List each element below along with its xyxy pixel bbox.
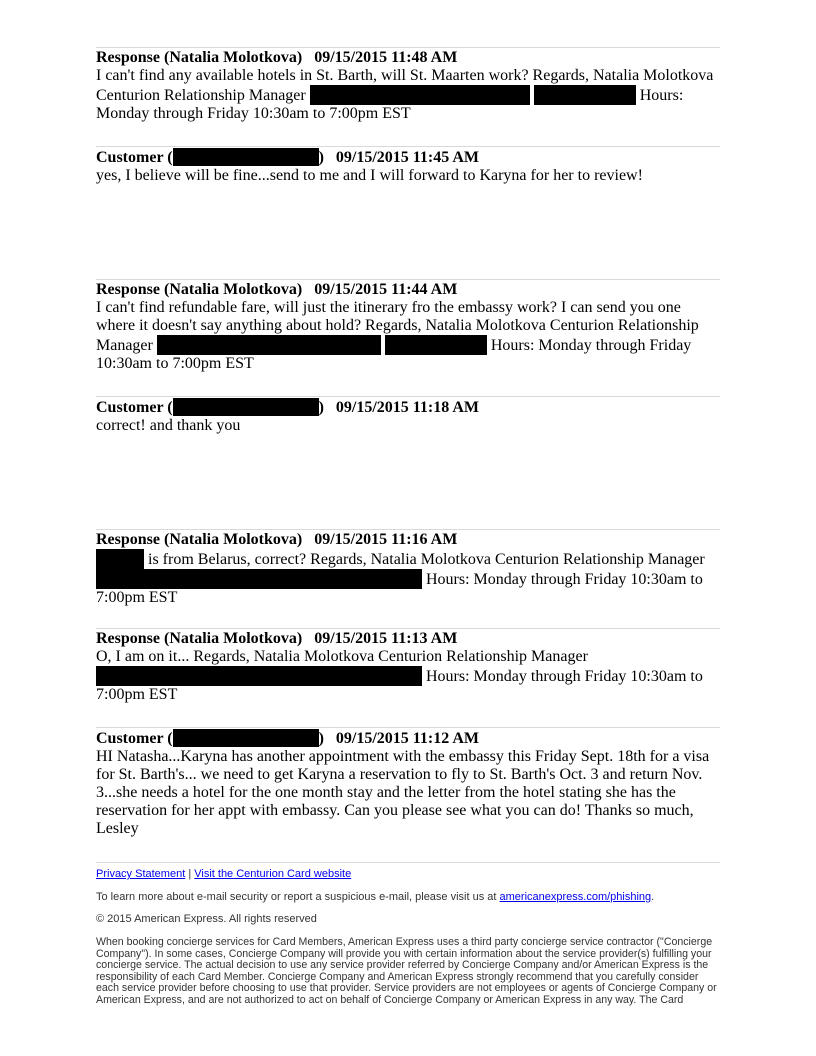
message-timestamp: 09/15/2015 11:16 AM	[314, 531, 458, 548]
message-header: Response (Natalia Molotkova) 09/15/2015 11:16 AM	[96, 531, 458, 548]
redaction-block	[534, 85, 636, 105]
message-body: is from Belarus, correct? Regards, Natalia Molotkova Centurion Relationship Manager Hours: Monday through Friday 10:30am to 7:00pm EST	[96, 551, 705, 606]
message-block	[96, 396, 720, 435]
message-block	[96, 146, 720, 185]
redaction-block	[318, 666, 422, 686]
redaction-block	[310, 85, 530, 105]
legal-disclaimer: When booking concierge services for Card Members, American Express uses a third party concierge service contractor ("Concierge Company"). In some cases, Concierge Company will provide you with certain information about the service provider(s) fulfilling your concierge service. The actual decision to use any service provider referred by Concierge Company and/or American Express is the responsibility of each Card Member. Concierge Company and American Express strongly recommend that you carefully consider each service provider before choosing to use that provider. Service providers are not employees or agents of Concierge Company or American Express, and are not authorized to act on behalf of Concierge Company or American Express in any way. The Card	[96, 936, 717, 1006]
message-timestamp: 09/15/2015 11:44 AM	[314, 281, 458, 298]
message-header: Customer ( ) 09/15/2015 11:45 AM	[96, 149, 480, 166]
redaction-block	[173, 398, 319, 416]
message-body: correct! and thank you	[96, 417, 241, 434]
footer-links: Privacy Statement | Visit the Centurion Card website	[96, 868, 352, 880]
copyright-text: © 2015 American Express. All rights reserved	[96, 913, 317, 925]
message-header: Response (Natalia Molotkova) 09/15/2015 11:48 AM	[96, 49, 458, 66]
redaction-block	[157, 335, 381, 355]
message-header: Customer ( ) 09/15/2015 11:18 AM	[96, 399, 480, 416]
message-block	[96, 47, 720, 123]
redaction-block	[173, 729, 319, 747]
redaction-block	[318, 569, 422, 589]
message-header: Customer ( ) 09/15/2015 11:12 AM	[96, 730, 480, 747]
centurion-website-link[interactable]: Visit the Centurion Card website	[194, 868, 352, 880]
message-timestamp: 09/15/2015 11:48 AM	[314, 49, 458, 66]
message-body: yes, I believe will be fine...send to me and I will forward to Karyna for her to review!	[96, 167, 643, 184]
message-timestamp: 09/15/2015 11:18 AM	[335, 399, 480, 416]
message-timestamp: 09/15/2015 11:12 AM	[335, 730, 480, 747]
redaction-block	[96, 666, 318, 686]
message-body: HI Natasha...Karyna has another appointment with the embassy this Friday Sept. 18th for a visa for St. Barth's... we need to get Karyna a reservation to fly to St. Barth's Oct. 3 and return Nov. 3...she needs a hotel for the one month stay and the letter from the hotel stating she has the reservation for her appt with embassy. Can you please see what you can do! Thanks so much, Lesley	[96, 748, 710, 837]
email-footer	[96, 862, 720, 1006]
message-timestamp: 09/15/2015 11:13 AM	[314, 630, 458, 647]
message-body: I can't find any available hotels in St. Barth, will St. Maarten work? Regards, Natalia Molotkova Centurion Relationship Manager Hours: Monday through Friday 10:30am to 7:00pm EST	[96, 67, 714, 122]
message-block	[96, 628, 720, 704]
message-block	[96, 727, 720, 838]
security-notice: To learn more about e-mail security or report a suspicious e-mail, please visit us at americanexpress.com/phishing.	[96, 891, 655, 903]
message-body: I can't find refundable fare, will just the itinerary fro the embassy work? I can send you one where it doesn't say anything about hold? Regards, Natalia Molotkova Centurion Relationship Manager Hours: Monday through Friday 10:30am to 7:00pm EST	[96, 299, 699, 372]
message-block	[96, 529, 720, 607]
message-block	[96, 279, 720, 373]
redaction-block	[96, 569, 318, 589]
redaction-block	[173, 148, 319, 166]
redaction-block	[385, 335, 487, 355]
phishing-link[interactable]: americanexpress.com/phishing	[499, 891, 652, 903]
message-body: O, I am on it... Regards, Natalia Molotkova Centurion Relationship Manager Hours: Monday through Friday 10:30am to 7:00pm EST	[96, 648, 703, 703]
redaction-block	[96, 549, 144, 569]
message-timestamp: 09/15/2015 11:45 AM	[335, 149, 480, 166]
message-header: Response (Natalia Molotkova) 09/15/2015 11:13 AM	[96, 630, 458, 647]
message-header: Response (Natalia Molotkova) 09/15/2015 11:44 AM	[96, 281, 458, 298]
privacy-statement-link[interactable]: Privacy Statement	[96, 868, 186, 880]
